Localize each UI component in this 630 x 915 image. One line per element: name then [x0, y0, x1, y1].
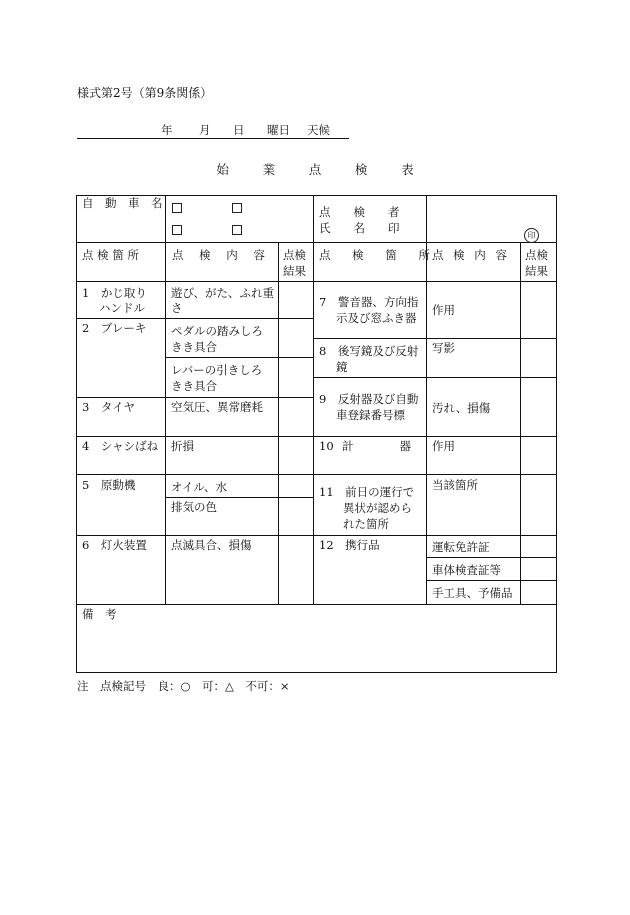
content-previous-day: 当該箇所 — [432, 478, 478, 492]
table-border — [556, 195, 557, 673]
item-brake: 2 ブレーキ — [82, 321, 147, 335]
item-engine: 5 原動機 — [82, 478, 136, 492]
vehicle-name-label: 自 動 車 名 — [82, 196, 163, 210]
content-brake-pedal: きき具合 — [171, 340, 217, 354]
table-line — [426, 580, 556, 581]
date-line — [77, 122, 349, 139]
item-mirror: 8 後写鏡及び反射 — [319, 344, 419, 358]
table-line — [165, 357, 313, 358]
vehicle-checkbox[interactable] — [232, 222, 242, 240]
date-year-label: 年 — [161, 123, 173, 137]
date-day-label: 日 — [233, 123, 245, 137]
item-previous-day: 11 前日の運行で — [319, 485, 415, 499]
title-char: 検 — [354, 162, 368, 177]
vehicle-checkbox[interactable] — [232, 200, 242, 218]
content-steering: さ — [171, 301, 183, 315]
item-steering: 1 かじ取り — [82, 286, 147, 300]
table-line — [278, 242, 279, 605]
content-steering: 遊び、がた、ふれ重 — [171, 286, 275, 300]
content-brake-pedal: ペダルの踏みしろ — [171, 324, 263, 338]
table-line — [313, 195, 314, 605]
col-header-content: 点 検 内 容 — [172, 248, 271, 262]
content-tire: 空気圧、異常磨耗 — [171, 400, 263, 414]
title-char: 業 — [262, 162, 276, 177]
content-brake-lever: きき具合 — [171, 379, 217, 393]
item-reflector: 車登録番号標 — [336, 408, 405, 422]
title-char: 始 — [216, 162, 229, 177]
footnote: 注 点検記号 良：○ 可：△ 不可：× — [77, 679, 290, 693]
title-char: 点 — [308, 162, 322, 177]
vehicle-checkbox[interactable] — [172, 222, 182, 240]
content-horn: 作用 — [432, 303, 455, 317]
form-id: 様式第2号（第9条関係） — [77, 86, 213, 100]
content-chassis-spring: 折損 — [171, 439, 194, 453]
col-header-result: 点検 — [283, 248, 306, 262]
content-engine-exhaust: 排気の色 — [171, 500, 217, 514]
signature-label: 氏 名 印 — [319, 221, 400, 235]
doc-title — [0, 160, 630, 178]
item-previous-day: れた箇所 — [343, 517, 389, 531]
col-header-result: 結果 — [525, 264, 548, 278]
date-weekday-label: 曜日 — [267, 123, 290, 137]
table-line — [76, 474, 557, 475]
col-header-result: 点検 — [525, 248, 548, 262]
title-char: 表 — [401, 162, 414, 177]
col-header-location: 点 検 箇 所 — [319, 248, 439, 262]
content-vehicle-certificate: 車体検査証等 — [432, 563, 501, 577]
content-mirror: 写影 — [432, 341, 455, 355]
table-border — [76, 672, 557, 673]
content-lights: 点滅具合、損傷 — [171, 538, 252, 552]
item-previous-day: 異状が認めら — [343, 501, 412, 515]
table-line — [165, 318, 313, 319]
content-reflector: 汚れ、損傷 — [432, 401, 491, 415]
table-line — [76, 604, 557, 605]
table-line — [426, 557, 556, 558]
table-border — [76, 195, 77, 673]
table-line — [76, 242, 557, 243]
item-steering: ハンドル — [99, 301, 145, 315]
item-reflector: 9 反射器及び自動 — [319, 392, 419, 406]
col-header-content: 点 検 内 容 — [432, 248, 510, 262]
col-header-result: 結果 — [283, 264, 306, 278]
table-line — [76, 535, 557, 536]
table-line — [165, 195, 166, 605]
item-meter-number: 10 — [319, 439, 334, 453]
date-month-label: 月 — [199, 123, 211, 137]
item-horn: 7 警音器、方向指 — [319, 295, 419, 309]
item-mirror: 鏡 — [336, 360, 348, 374]
item-lights: 6 灯火装置 — [82, 538, 147, 552]
item-chassis-spring: 4 シャシばね — [82, 439, 159, 453]
table-line — [520, 242, 521, 605]
table-line — [76, 281, 557, 282]
content-meter: 作用 — [432, 439, 455, 453]
date-weather-label: 天候 — [307, 123, 330, 137]
item-carried-items: 12 携行品 — [319, 538, 380, 552]
remarks-label: 備 考 — [82, 607, 117, 621]
item-tire: 3 タイヤ — [82, 400, 136, 414]
inspector-label: 点 検 者 — [319, 205, 400, 219]
content-license: 運転免許証 — [432, 540, 490, 554]
content-engine-oil: オイル、水 — [171, 480, 228, 494]
item-meter: 計 器 — [342, 439, 411, 453]
content-tools: 手工具、予備品 — [432, 586, 513, 600]
col-header-location: 点 検 箇 所 — [82, 248, 139, 262]
vehicle-checkbox[interactable] — [172, 200, 182, 218]
item-horn: 示及び窓ふき器 — [336, 311, 417, 325]
seal-mark: 印 — [524, 228, 539, 243]
content-brake-lever: レバーの引きしろ — [171, 363, 263, 377]
